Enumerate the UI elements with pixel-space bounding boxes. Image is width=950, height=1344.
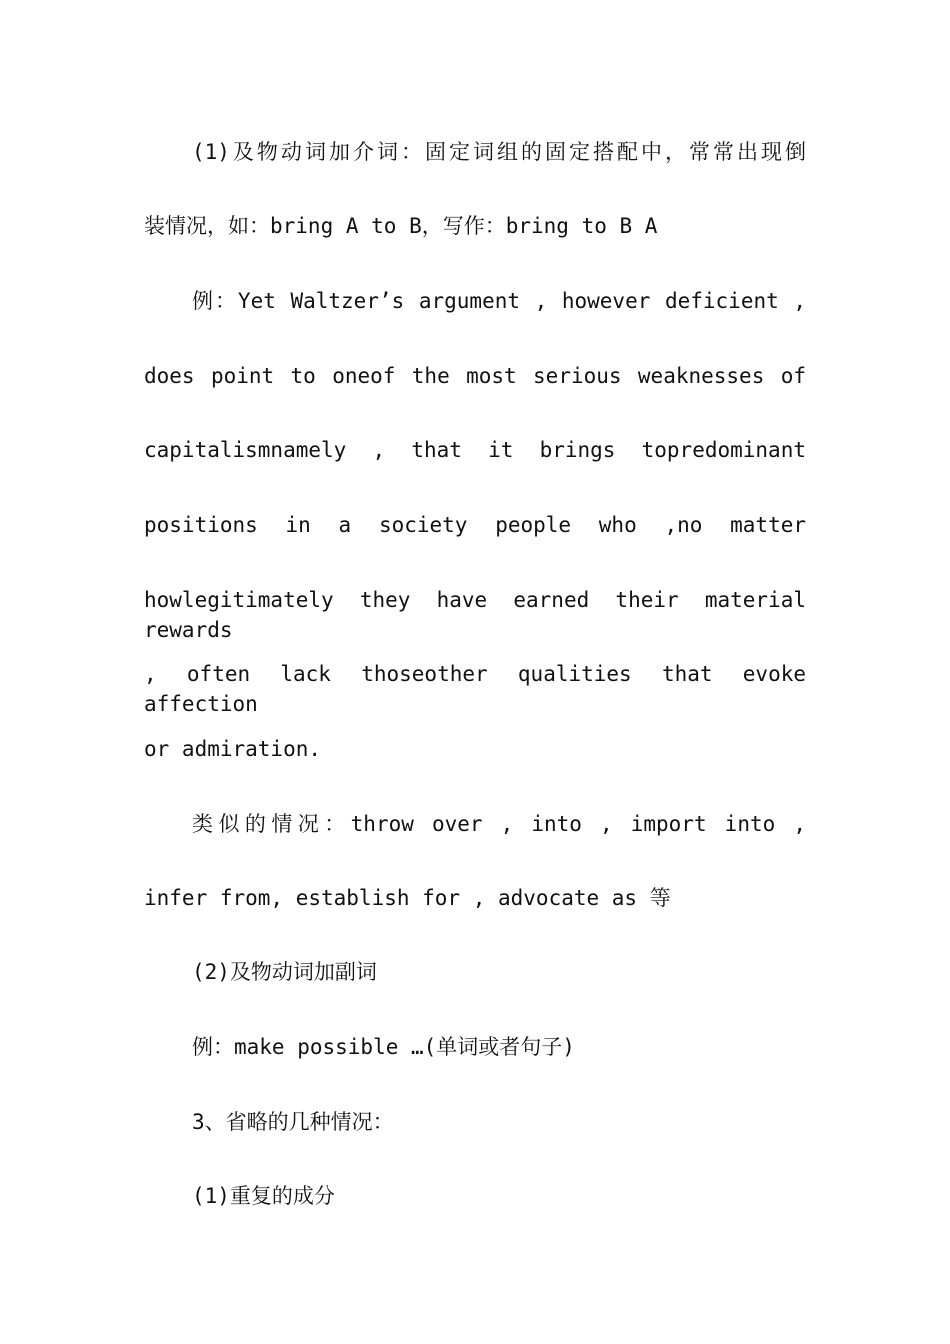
paragraph-line: 类似的情况：throw over , into , import into ,	[192, 812, 806, 836]
section-heading: 3、省略的几种情况：	[192, 1110, 394, 1134]
paragraph-line: capitalismnamely , that it brings topredominant	[144, 438, 806, 462]
paragraph-line: positions in a society people who ,no matter	[144, 513, 806, 537]
section-heading: (1)重复的成分	[192, 1184, 335, 1208]
section-heading: (2)及物动词加副词	[192, 960, 377, 984]
paragraph-line: , often lack thoseother qualities that evoke affection	[144, 662, 806, 716]
paragraph-line: or admiration.	[144, 737, 322, 761]
paragraph-line: 装情况，如：bring A to B，写作：bring to B A	[144, 214, 658, 238]
paragraph-line: (1)及物动词加介词：固定词组的固定搭配中，常常出现倒	[192, 140, 806, 164]
paragraph-line: 例：Yet Waltzer’s argument , however deficient ,	[192, 289, 806, 313]
paragraph-line: 例：make possible …(单词或者句子)	[192, 1035, 575, 1059]
paragraph-line: howlegitimately they have earned their material rewards	[144, 588, 806, 642]
paragraph-line: infer from, establish for , advocate as 等	[144, 886, 671, 910]
paragraph-line: does point to oneof the most serious weaknesses of	[144, 364, 806, 388]
